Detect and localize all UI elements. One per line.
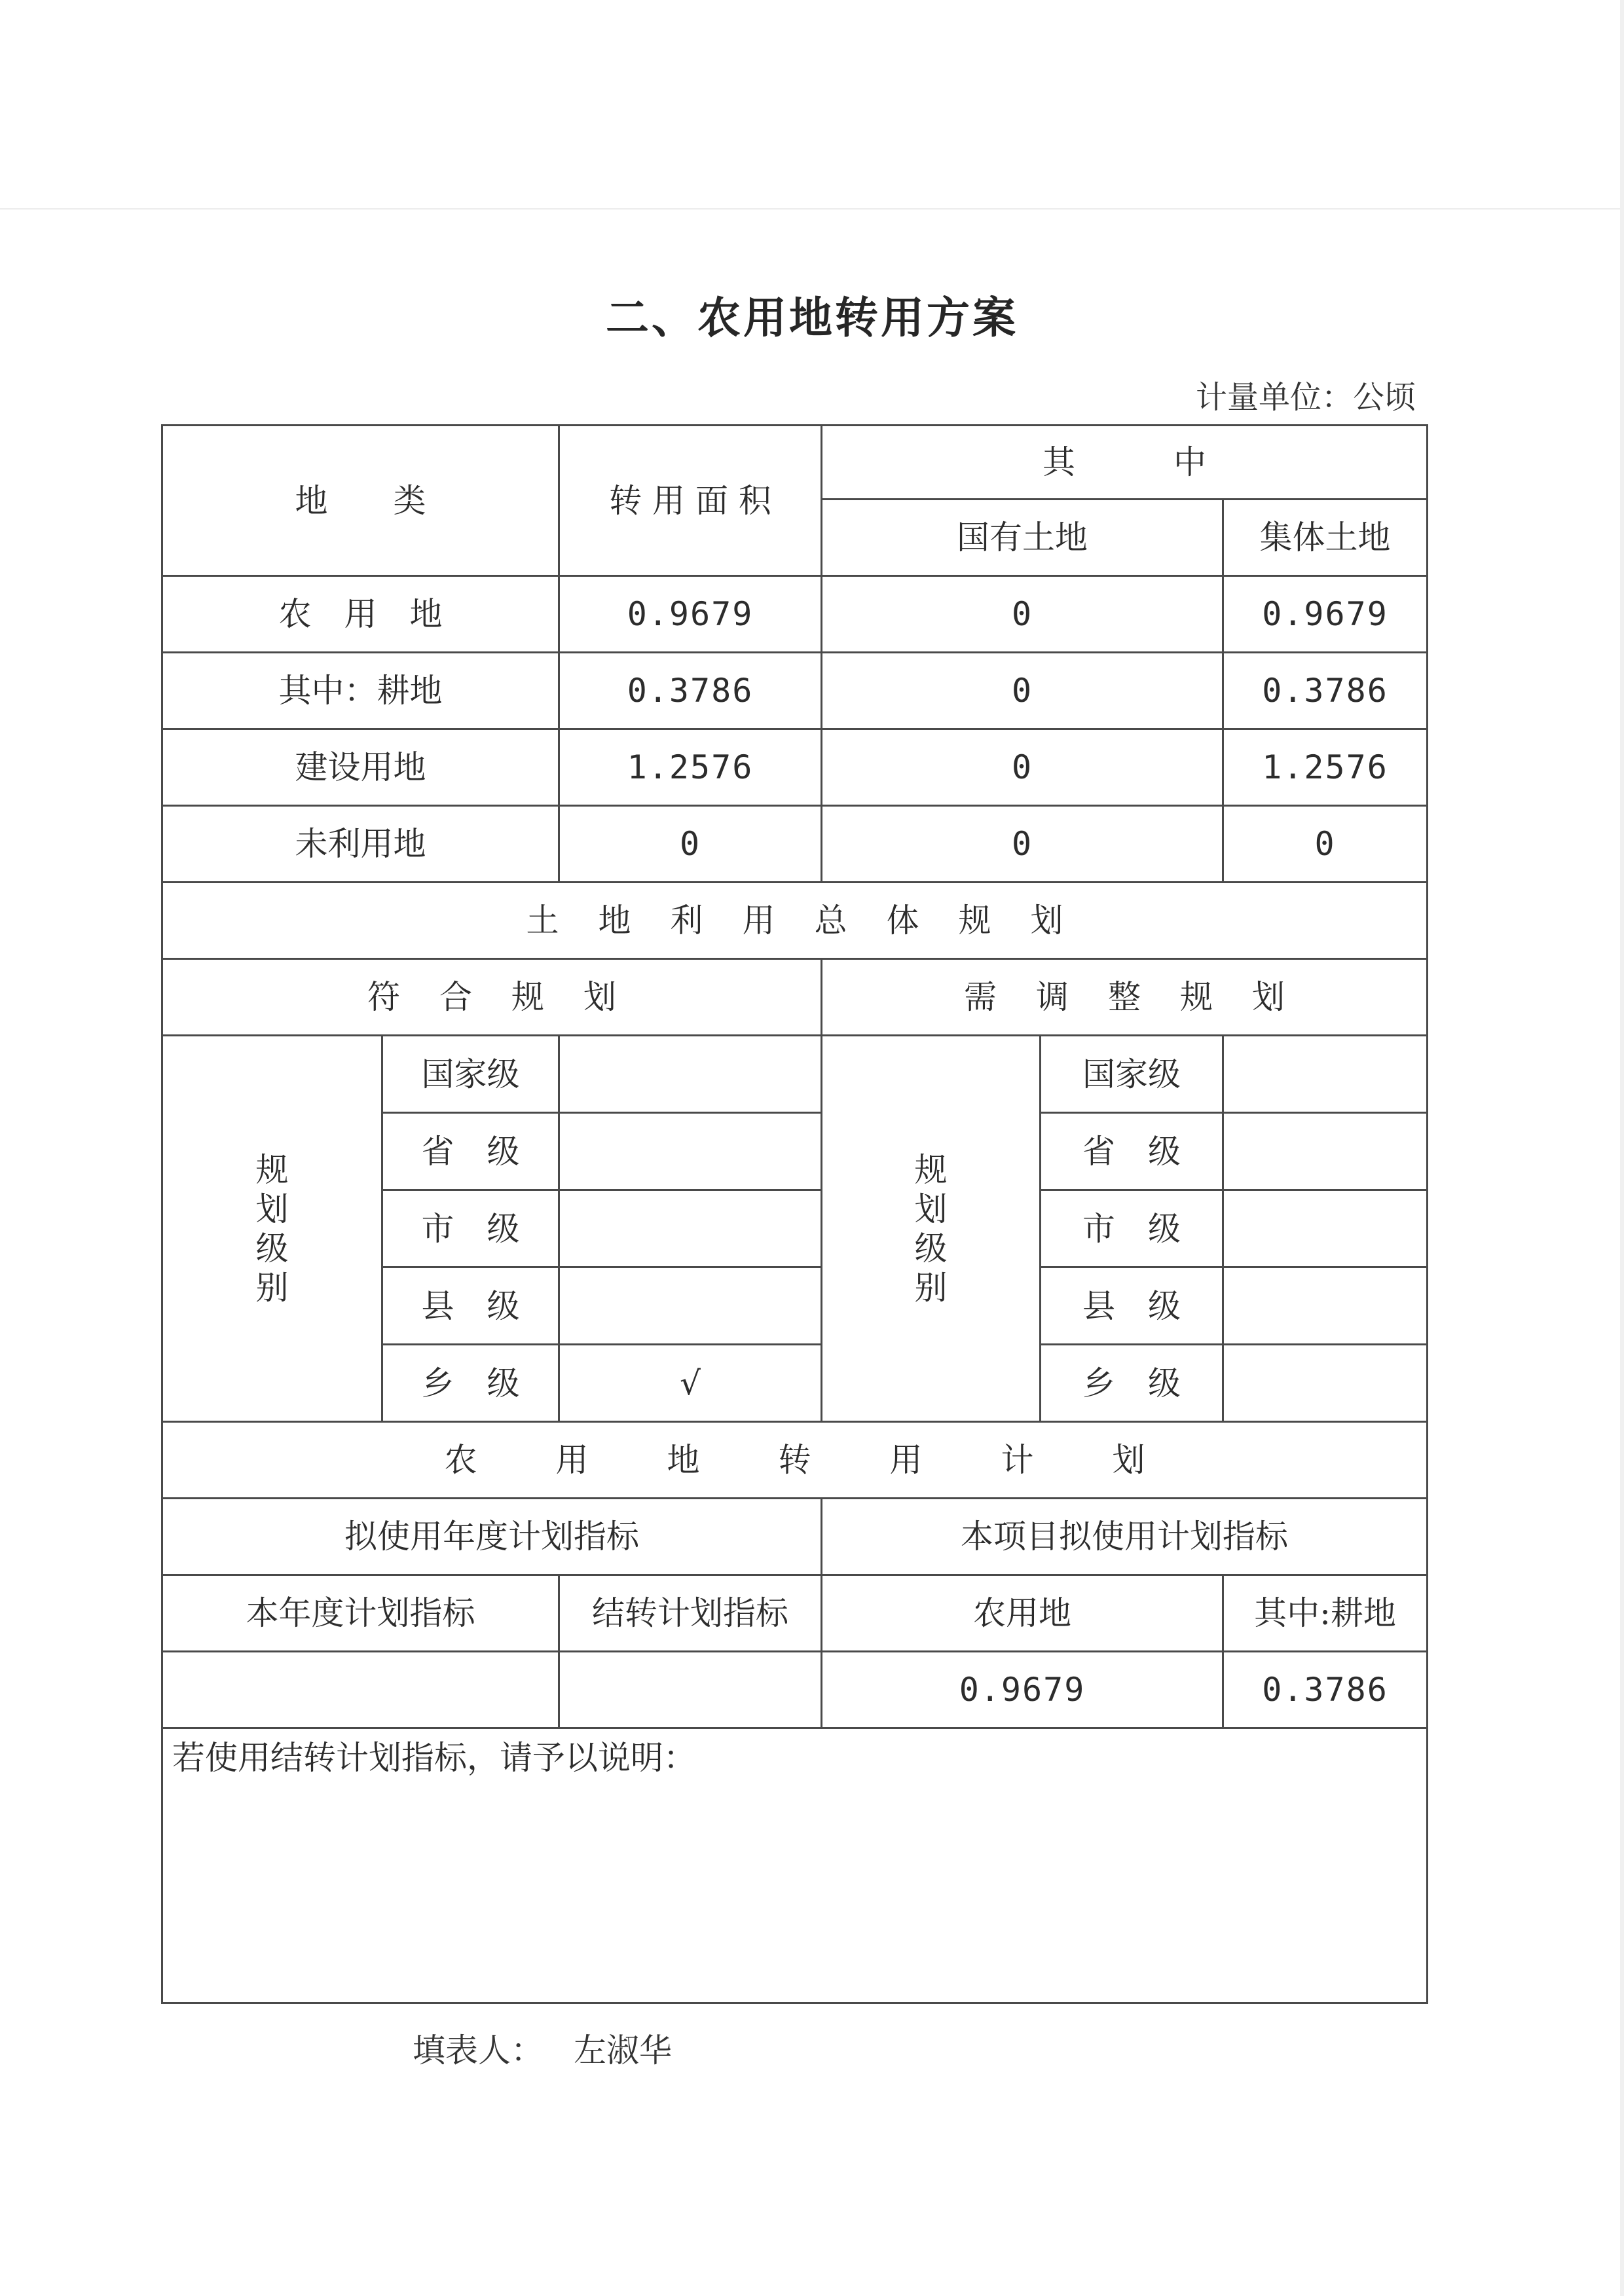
- quota-value-row: [162, 1652, 1428, 1728]
- adjust-header: 需调整规划: [822, 959, 1428, 1036]
- project-quota-header: 本项目拟使用计划指标: [822, 1499, 1428, 1575]
- row-area: 0.3786: [559, 653, 822, 729]
- adjust-level-char: 级: [914, 1229, 948, 1267]
- row-collective: 0.9679: [1223, 576, 1428, 653]
- row-label: 建设用地: [162, 729, 559, 806]
- conform-level-name: 乡 级: [382, 1345, 559, 1422]
- conform-level-mark: [559, 1190, 822, 1267]
- row-area: 1.2576: [559, 729, 822, 806]
- carryover-quota-value: [559, 1652, 822, 1728]
- conform-level-mark: √: [559, 1345, 822, 1422]
- farmland-quota-header: 农用地: [822, 1575, 1223, 1652]
- annual-quota-header: 拟使用年度计划指标: [162, 1499, 822, 1575]
- adjust-level-mark: [1223, 1267, 1428, 1345]
- conform-level-name: 县 级: [382, 1267, 559, 1345]
- conform-level-mark: [559, 1036, 822, 1113]
- conform-level-char: 级: [255, 1229, 289, 1267]
- conform-level-name: 国家级: [382, 1036, 559, 1113]
- row-collective: 0: [1223, 806, 1428, 883]
- row-collective: 0.3786: [1223, 653, 1428, 729]
- carryover-quota-header: 结转计划指标: [559, 1575, 822, 1652]
- row-area: 0.9679: [559, 576, 822, 653]
- filler-label: 填表人：: [413, 2032, 544, 2069]
- note-row: [162, 1728, 1428, 2003]
- adjust-level-label: [822, 1036, 1041, 1422]
- conform-header: 符合规划: [162, 959, 822, 1036]
- plan-section-title: 土地利用总体规划: [162, 883, 1428, 959]
- row-state: 0: [822, 653, 1223, 729]
- header-category: 地 类: [162, 426, 559, 576]
- adjust-level-char: 规: [914, 1150, 948, 1189]
- adjust-level-mark: [1223, 1345, 1428, 1422]
- plan-subheader-row: [162, 959, 1428, 1036]
- conform-level-char: 划: [255, 1190, 289, 1228]
- adjust-level-name: 市 级: [1041, 1190, 1223, 1267]
- plan-section-row: [162, 883, 1428, 959]
- row-area: 0: [559, 806, 822, 883]
- header-row: [162, 426, 1428, 500]
- conform-level-name: 市 级: [382, 1190, 559, 1267]
- adjust-level-mark: [1223, 1113, 1428, 1190]
- data-row-farmland: [162, 576, 1428, 653]
- quota-header-row: [162, 1499, 1428, 1575]
- adjust-level-char: 划: [914, 1190, 948, 1228]
- conversion-section-title: 农用地转用计划: [162, 1422, 1428, 1499]
- farmland-quota-value: 0.9679: [822, 1652, 1223, 1728]
- adjust-level-name: 县 级: [1041, 1267, 1223, 1345]
- data-row-unused: [162, 806, 1428, 883]
- adjust-level-name: 国家级: [1041, 1036, 1223, 1113]
- row-label: 其中：耕地: [162, 653, 559, 729]
- adjust-level-name: 省 级: [1041, 1113, 1223, 1190]
- data-row-arable: [162, 653, 1428, 729]
- adjust-level-mark: [1223, 1036, 1428, 1113]
- row-label: 农 用 地: [162, 576, 559, 653]
- unit-label: 计量单位：公顷: [1195, 379, 1416, 416]
- row-collective: 1.2576: [1223, 729, 1428, 806]
- row-label: 未利用地: [162, 806, 559, 883]
- row-state: 0: [822, 576, 1223, 653]
- form-filler: [413, 2024, 672, 2071]
- conform-level-mark: [559, 1267, 822, 1345]
- header-collective-land: 集体土地: [1223, 500, 1428, 576]
- adjust-level-char: 别: [914, 1268, 948, 1307]
- row-state: 0: [822, 729, 1223, 806]
- conversion-section-row: [162, 1422, 1428, 1499]
- data-row-construction: [162, 729, 1428, 806]
- conform-level-name: 省 级: [382, 1113, 559, 1190]
- adjust-level-name: 乡 级: [1041, 1345, 1223, 1422]
- arable-quota-header: 其中:耕地: [1223, 1575, 1428, 1652]
- header-area: 转 用 面 积: [559, 426, 822, 576]
- this-year-quota-value: [162, 1652, 559, 1728]
- level-row: [162, 1036, 1428, 1113]
- conform-level-char: 规: [255, 1150, 289, 1189]
- row-state: 0: [822, 806, 1223, 883]
- conform-level-mark: [559, 1113, 822, 1190]
- page-title: 二、农用地转用方案: [606, 293, 1018, 343]
- scan-fold-line: [0, 208, 1624, 210]
- conversion-table: [161, 424, 1428, 2004]
- header-among: 其 中: [822, 426, 1428, 500]
- adjust-level-mark: [1223, 1190, 1428, 1267]
- this-year-quota-header: 本年度计划指标: [162, 1575, 559, 1652]
- filler-name: 左淑华: [574, 2032, 672, 2069]
- conform-level-char: 别: [255, 1268, 289, 1307]
- header-state-land: 国有土地: [822, 500, 1223, 576]
- arable-quota-value: 0.3786: [1223, 1652, 1428, 1728]
- carryover-note: 若使用结转计划指标，请予以说明：: [162, 1728, 1428, 2003]
- conform-level-label: [162, 1036, 382, 1422]
- quota-subheader-row: [162, 1575, 1428, 1652]
